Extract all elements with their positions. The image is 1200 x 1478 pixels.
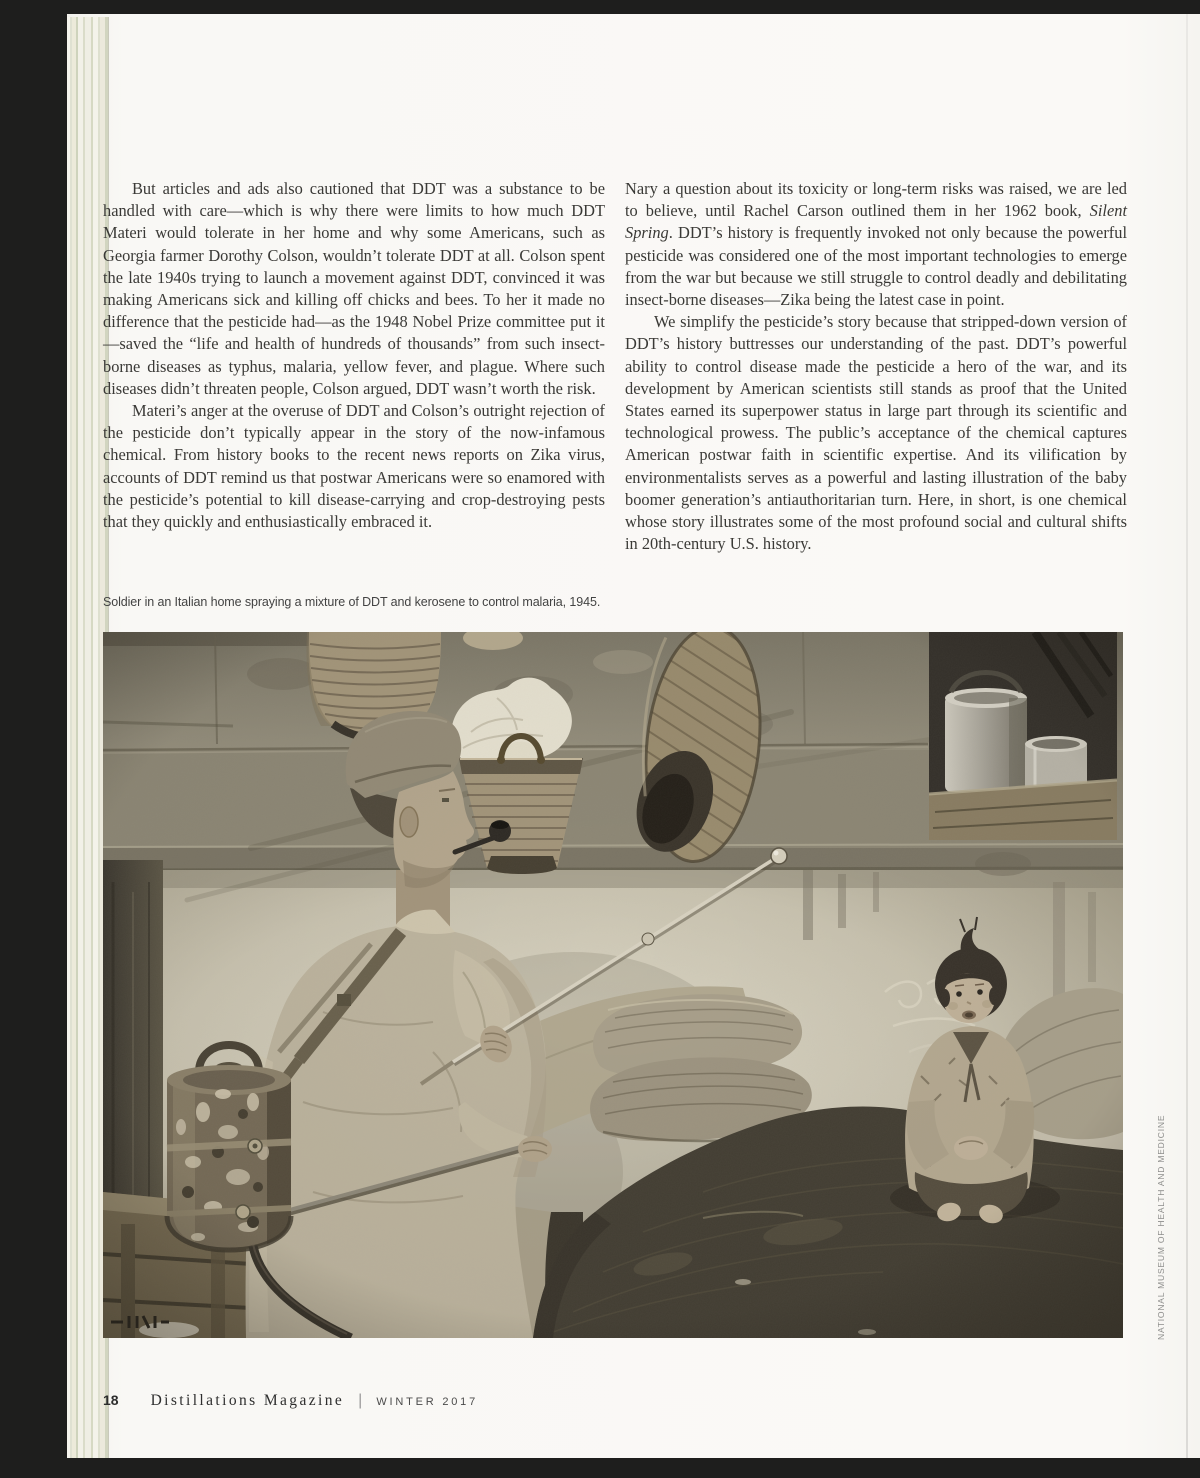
page-footer xyxy=(103,1392,478,1410)
photo-vignette xyxy=(103,632,1123,1338)
right-text-column xyxy=(625,178,1127,555)
page-number: 18 xyxy=(103,1392,119,1408)
paragraph: But articles and ads also cautioned that DDT was a substance to be handled with care—which is why there were limits to how much DDT Materi would tolerate in her home and why some Americans, such as Georgia farmer Dorothy Colson, wouldn’t tolerate DDT at all. Colson spent the late 1940s trying to launch a movement against DDT, convinced it was making Americans sick and killing off chicks and bees. To her it made no difference that the pesticide had—as the 1948 Nobel Prize committee put it—saved the “life and health of hundreds of thousands” from such insect-borne diseases as typhus, malaria, yellow fever, and plague. Where such diseases didn’t threaten people, Colson argued, DDT wasn’t worth the risk. xyxy=(103,179,605,398)
page-right-crease xyxy=(1186,14,1188,1458)
footer-separator: | xyxy=(358,1392,363,1409)
issue-label: WINTER 2017 xyxy=(376,1396,479,1408)
left-text-column xyxy=(103,178,605,533)
photo-caption: Soldier in an Italian home spraying a mixture of DDT and kerosene to control malaria, 1945. xyxy=(103,595,601,609)
photo-credit: NATIONAL MUSEUM OF HEALTH AND MEDICINE xyxy=(1156,1114,1166,1340)
article-photo xyxy=(103,632,1123,1338)
book-title: Silent Spring xyxy=(625,201,1127,243)
magazine-title: Distillations Magazine xyxy=(150,1392,345,1409)
paragraph: Materi’s anger at the overuse of DDT and Colson’s outright rejection of the pesticide don’t typically appear in the story of the now-infamous chemical. From history books to the recent news reports on Zika virus, accounts of DDT remind us that postwar Americans were so enamored with the pesticide’s potential to kill disease-carrying and crop-destroying pests that they quickly and enthusiastically embraced it. xyxy=(103,401,605,532)
paragraph: Nary a question about its toxicity or long-term risks was raised, we are led to believe, until Rachel Carson outlined them in her 1962 book, Silent Spring. DDT’s history is frequently invoked not only because the powerful pesticide was considered one of the most important technologies to emerge from the war but because we still struggle to control deadly and debilitating insect-borne diseases—Zika being the latest case in point. xyxy=(625,179,1127,310)
paragraph: We simplify the pesticide’s story because that stripped-down version of DDT’s history buttresses our understanding of the past. DDT’s powerful ability to control disease made the pesticide a hero of the war, and its development by American scientists still stands as proof that the United States earned its superpower status in large part through its scientific and technological prowess. The public’s acceptance of the chemical captures American postwar faith in scientific expertise. And its vilification by environmentalists serves as a powerful and lasting illustration of the baby boomer generation’s antiauthoritarian turn. Here, in short, is one chemical whose story illustrates some of the most profound social and cultural shifts in 20th-century U.S. history. xyxy=(625,312,1127,554)
